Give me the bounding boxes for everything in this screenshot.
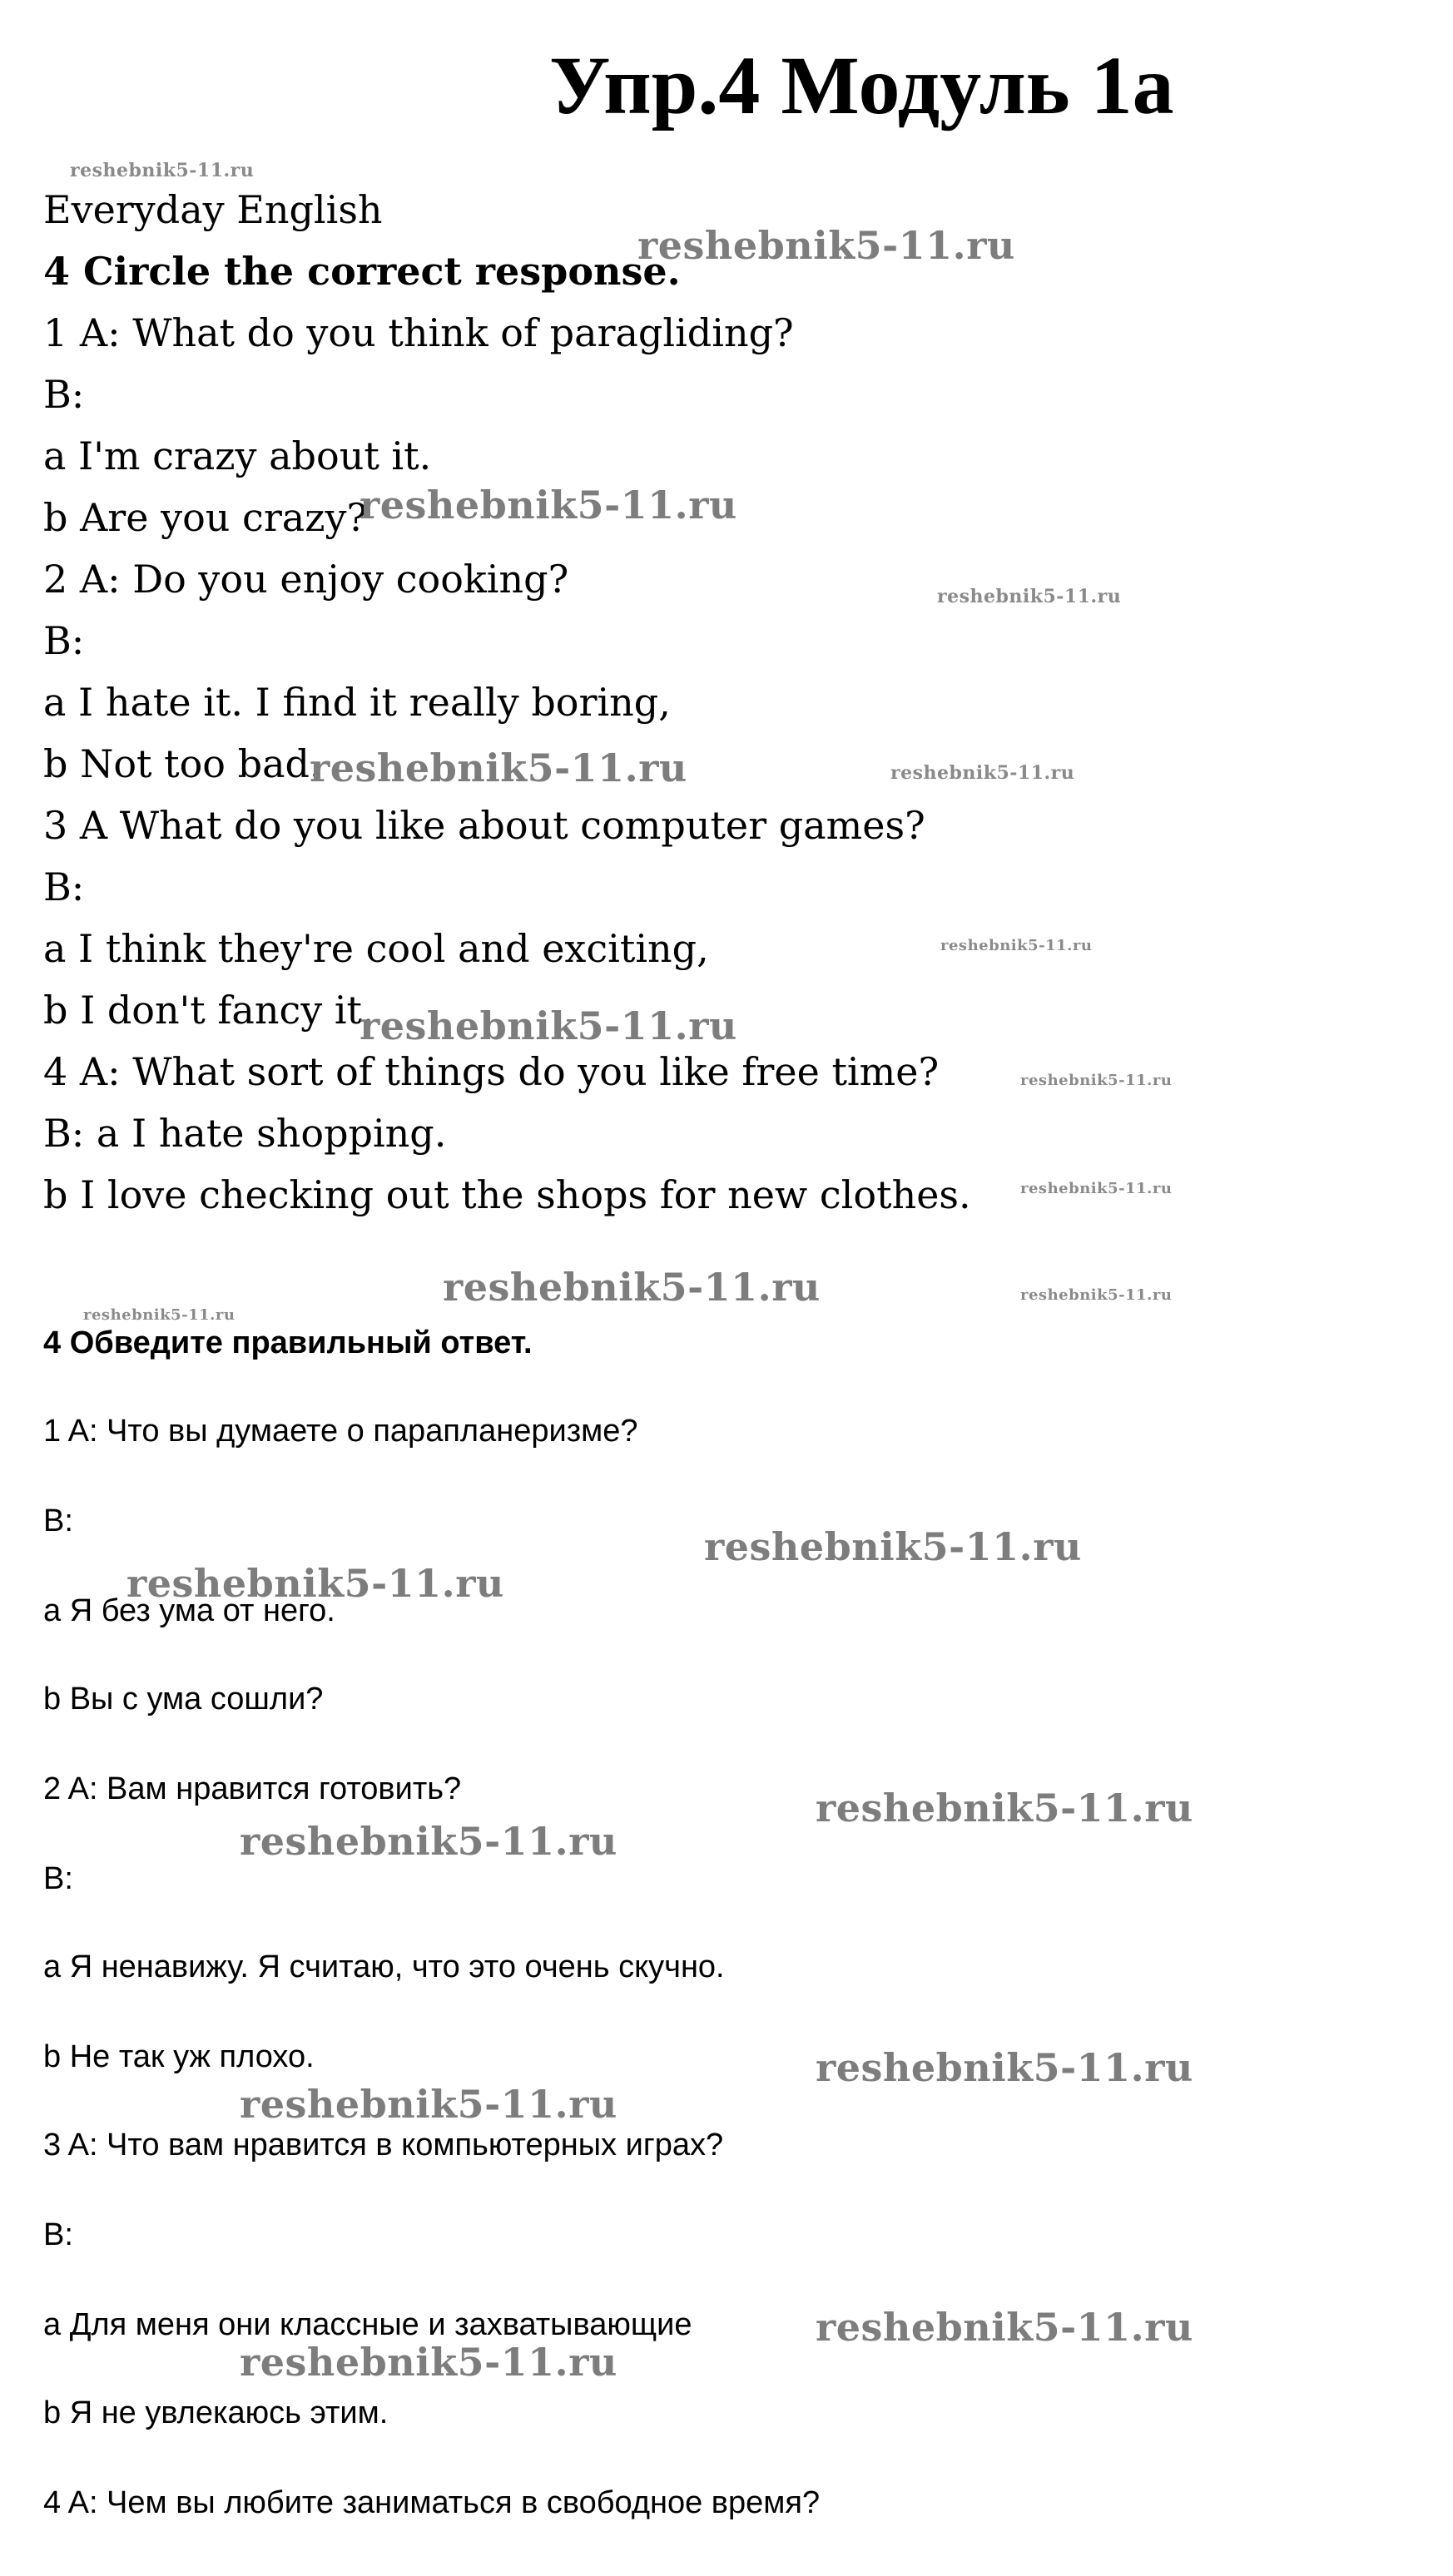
question-line: 4 A: What sort of things do you like free time?	[43, 1049, 940, 1094]
watermark: reshebnik5-11.ru	[1020, 1180, 1173, 1197]
exercise-instruction: 4 Circle the correct response.	[43, 249, 681, 294]
question-line-ru: 3 A: Что вам нравится в компьютерных играх?	[43, 2128, 724, 2162]
watermark: reshebnik5-11.ru	[940, 937, 1093, 954]
watermark: reshebnik5-11.ru	[240, 2340, 617, 2385]
watermark: reshebnik5-11.ru	[816, 1786, 1193, 1830]
option-line: a I'm crazy about it.	[43, 433, 432, 478]
watermark: reshebnik5-11.ru	[704, 1524, 1082, 1569]
option-line: B: a I hate shopping.	[43, 1111, 447, 1156]
question-line: 3 A What do you like about computer games?	[43, 803, 925, 848]
answer-prompt: B:	[43, 372, 85, 417]
option-line-ru: b Вы с ума сошли?	[43, 1682, 324, 1717]
watermark: reshebnik5-11.ru	[816, 2045, 1193, 2090]
exercise-instruction-ru: 4 Обведите правильный ответ.	[43, 1325, 533, 1360]
watermark: reshebnik5-11.ru	[126, 1561, 504, 1606]
option-line: b Are you crazy?	[43, 495, 368, 540]
answer-prompt: B:	[43, 864, 85, 909]
watermark: reshebnik5-11.ru	[83, 1306, 236, 1324]
page-title: Упр.4 Модуль 1а	[549, 39, 1174, 131]
watermark: reshebnik5-11.ru	[360, 1003, 737, 1048]
watermark: reshebnik5-11.ru	[1020, 1072, 1173, 1089]
watermark: reshebnik5-11.ru	[937, 586, 1122, 607]
section-heading: Everyday English	[43, 187, 383, 232]
option-line: a I think they're cool and exciting,	[43, 926, 709, 971]
question-line-ru: 2 A: Вам нравится готовить?	[43, 1771, 462, 1806]
watermark: reshebnik5-11.ru	[240, 1819, 617, 1864]
option-line: a I hate it. I find it really boring,	[43, 680, 671, 725]
option-line-ru: b Не так уж плохо.	[43, 2039, 315, 2074]
option-line-ru: a Для меня они классные и захватывающие	[43, 2307, 692, 2342]
option-line-ru: a Я ненавижу. Я считаю, что это очень скучно.	[43, 1949, 725, 1984]
question-line-ru: 4 A: Чем вы любите заниматься в свободное время?	[43, 2485, 821, 2520]
question-line: 1 A: What do you think of paragliding?	[43, 310, 794, 355]
option-line: b I love checking out the shops for new clothes.	[43, 1172, 971, 1217]
question-line-ru: 1 A: Что вы думаете о парапланеризме?	[43, 1414, 638, 1449]
option-line: b I don't fancy it.	[43, 988, 374, 1033]
watermark: reshebnik5-11.ru	[443, 1265, 821, 1310]
watermark: reshebnik5-11.ru	[360, 483, 737, 528]
watermark: reshebnik5-11.ru	[70, 160, 255, 181]
option-line: b Not too bad.	[43, 741, 322, 786]
watermark: reshebnik5-11.ru	[890, 762, 1075, 784]
watermark: reshebnik5-11.ru	[1020, 1286, 1173, 1304]
option-line-ru: b Я не увлекаюсь этим.	[43, 2395, 389, 2430]
answer-prompt-ru: B:	[43, 1861, 73, 1896]
answer-prompt-ru: B:	[43, 1503, 73, 1538]
watermark: reshebnik5-11.ru	[816, 2305, 1193, 2350]
answer-prompt: B:	[43, 618, 85, 663]
watermark: reshebnik5-11.ru	[240, 2082, 617, 2127]
watermark: reshebnik5-11.ru	[637, 223, 1015, 268]
option-line-ru: a Я без ума от него.	[43, 1593, 335, 1628]
answer-prompt-ru: B:	[43, 2217, 73, 2252]
watermark: reshebnik5-11.ru	[310, 746, 687, 790]
question-line: 2 A: Do you enjoy cooking?	[43, 557, 569, 602]
